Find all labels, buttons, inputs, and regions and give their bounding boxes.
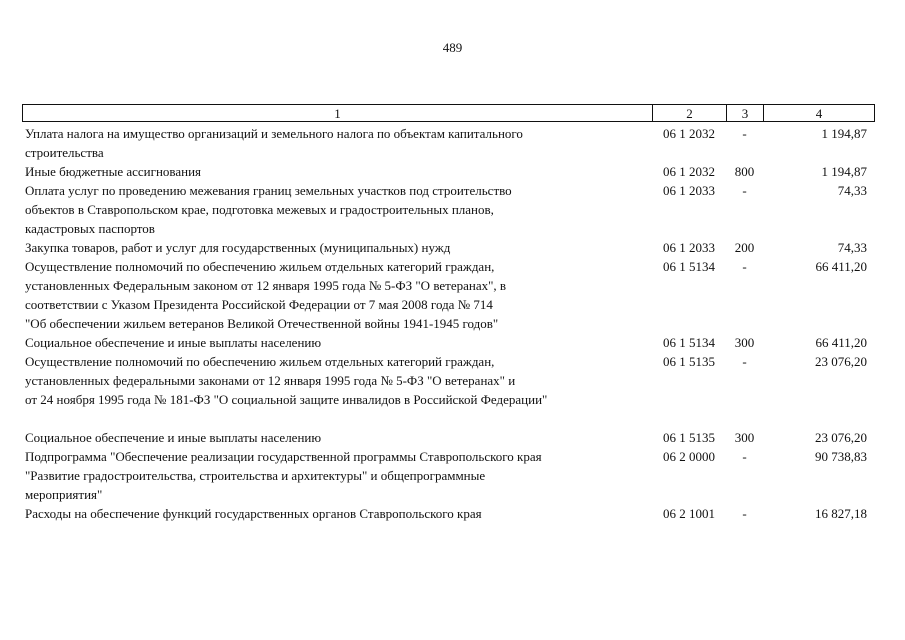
row-code: 06 2 0000	[663, 449, 715, 464]
row-amount: 66 411,20	[815, 259, 867, 274]
row-amount: 74,33	[837, 183, 867, 198]
table-row	[22, 428, 875, 447]
row-amount: 23 076,20	[815, 430, 867, 445]
row-code: 06 1 2033	[663, 240, 715, 255]
row-name: Осуществление полномочий по обеспечению жильем отдельных категорий граждан, установленных Федеральным законом от 12 января 1995 года № 5-ФЗ "О ветеранах", в соответствии с Указом Президента Российской Федерации от 7 мая 2008 года № 714 "Об обеспечении жильем ветеранов Великой Отечественной войны 1941-1945 годов"	[25, 259, 507, 331]
table-row	[22, 181, 875, 238]
row-code: 06 1 2033	[663, 183, 715, 198]
row-name: Социальное обеспечение и иные выплаты населению	[25, 430, 322, 445]
header-col-3: 3	[727, 105, 764, 121]
row-code: 06 1 2032	[663, 164, 715, 179]
header-col-2: 2	[653, 105, 727, 121]
row-amount: 23 076,20	[815, 354, 867, 369]
row-name: Социальное обеспечение и иные выплаты населению	[25, 335, 322, 350]
row-amount: 1 194,87	[821, 126, 867, 141]
row-name: Оплата услуг по проведению межевания границ земельных участков под строительство объектов в Ставропольском крае, подготовка межевых и градостроительных планов, кадастровых паспортов	[25, 183, 512, 236]
row-name: Подпрограмма "Обеспечение реализации государственной программы Ставропольского края "Развитие градостроительства, строительства и архитектуры" и общепрограммные мероприятия"	[25, 449, 542, 502]
table-row	[22, 238, 875, 257]
row-type: -	[742, 506, 747, 521]
row-type: -	[742, 259, 747, 274]
row-type: -	[742, 183, 747, 198]
row-amount: 90 738,83	[815, 449, 867, 464]
row-name: Уплата налога на имущество организаций и земельного налога по объектам капитального строительства	[25, 126, 523, 160]
row-amount: 66 411,20	[815, 335, 867, 350]
row-code: 06 1 5135	[663, 430, 715, 445]
header-col-1: 1	[23, 105, 653, 121]
row-type: 200	[734, 240, 755, 255]
row-amount: 16 827,18	[815, 506, 867, 521]
row-type: -	[742, 449, 747, 464]
table-row	[22, 124, 875, 162]
table-row	[22, 333, 875, 352]
header-col-4: 4	[815, 106, 823, 121]
row-type: -	[742, 354, 747, 369]
table-row	[22, 257, 875, 333]
row-name: Иные бюджетные ассигнования	[25, 164, 202, 179]
row-name: Осуществление полномочий по обеспечению жильем отдельных категорий граждан, установленных федеральными законами от 12 января 1995 года № 5-ФЗ "О ветеранах" и от 24 ноября 1995 года № 181-ФЗ "О социальной защите инвалидов в Российской Федерации"	[25, 354, 548, 407]
row-code: 06 1 5135	[663, 354, 715, 369]
row-code: 06 1 2032	[663, 126, 715, 141]
row-amount: 1 194,87	[821, 164, 867, 179]
row-code: 06 1 5134	[663, 259, 715, 274]
table-header	[22, 104, 875, 122]
table-row	[22, 447, 875, 504]
page-number: 489	[442, 40, 463, 55]
budget-table	[22, 104, 875, 523]
row-name: Закупка товаров, работ и услуг для государственных (муниципальных) нужд	[25, 240, 451, 255]
table-row	[22, 162, 875, 181]
row-code: 06 2 1001	[663, 506, 715, 521]
row-code: 06 1 5134	[663, 335, 715, 350]
table-row	[22, 504, 875, 523]
table-row	[22, 352, 875, 409]
row-amount: 74,33	[837, 240, 867, 255]
row-type: 300	[734, 335, 755, 350]
row-name: Расходы на обеспечение функций государственных органов Ставропольского края	[25, 506, 482, 521]
row-type: 800	[734, 164, 755, 179]
row-type: -	[742, 126, 747, 141]
row-type: 300	[734, 430, 755, 445]
